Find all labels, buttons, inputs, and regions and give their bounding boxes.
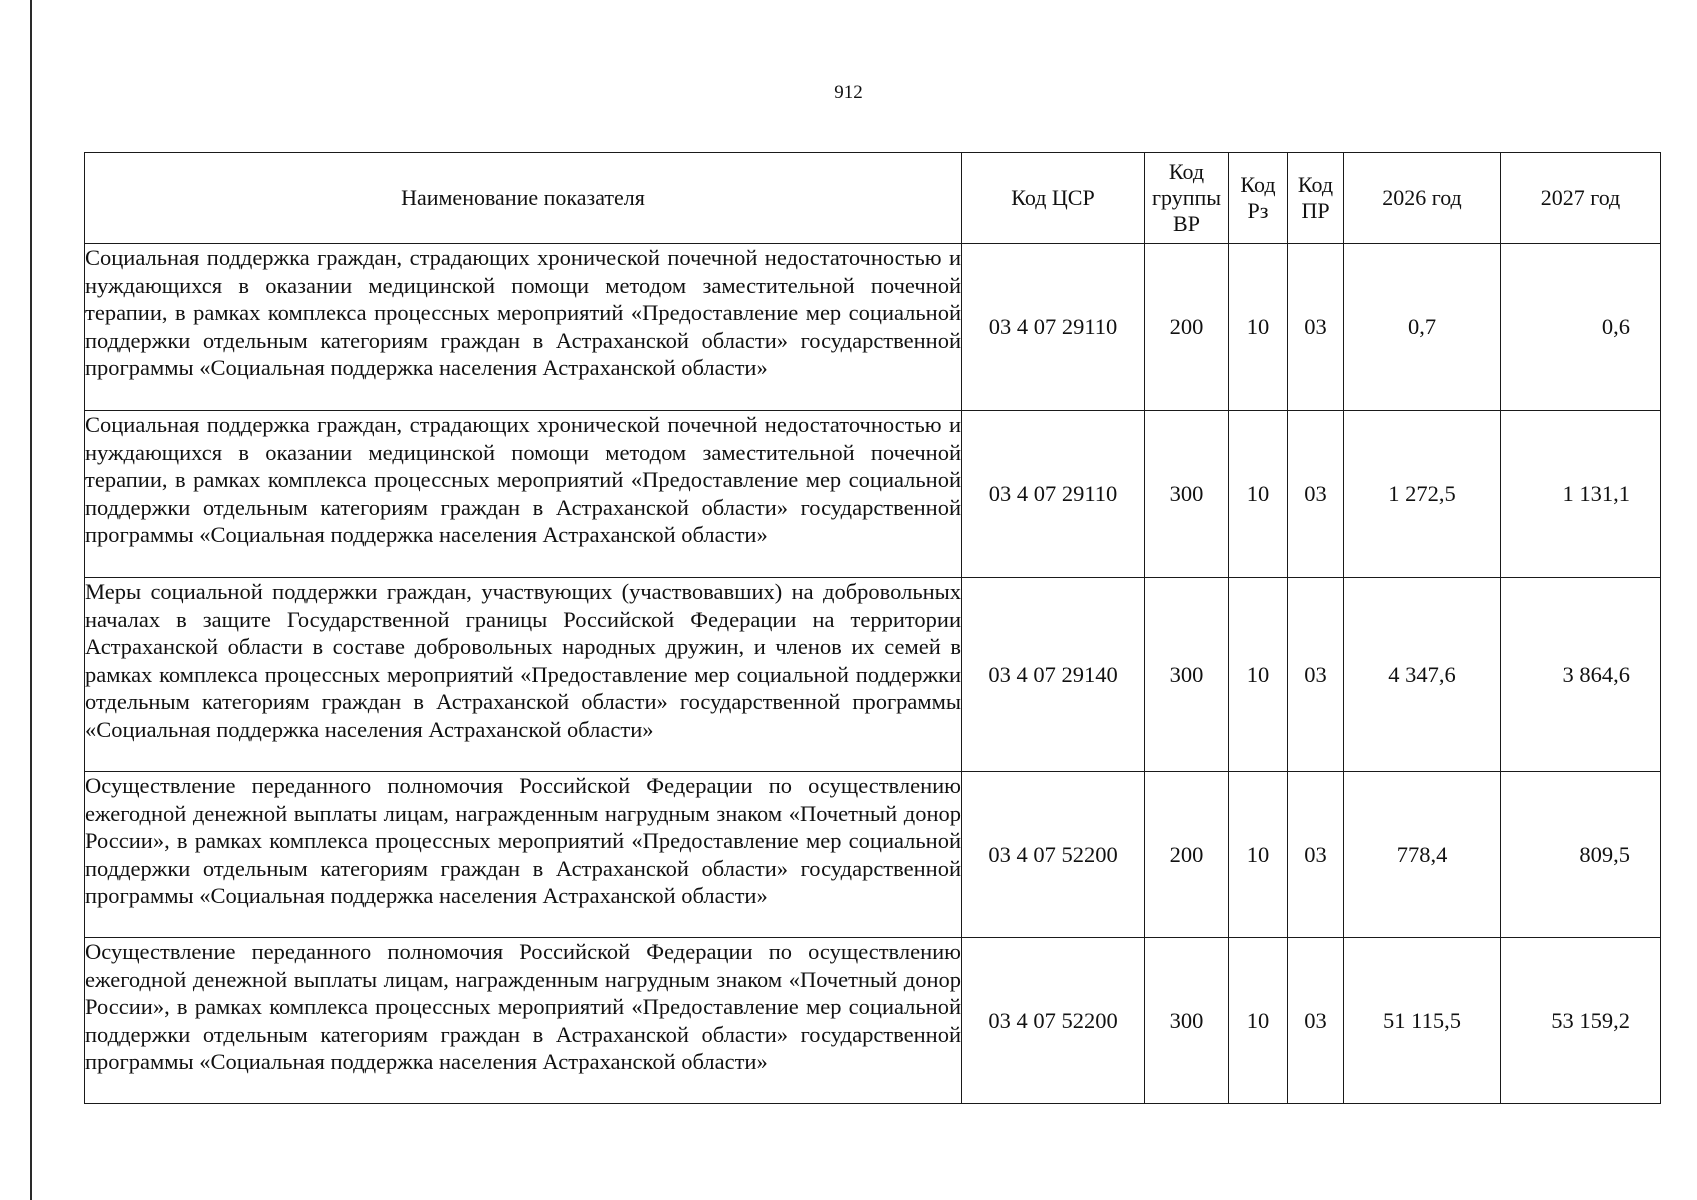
row-csr-cell: 03 4 07 29110 bbox=[962, 244, 1145, 411]
row-vr-cell: 200 bbox=[1145, 772, 1229, 938]
row-rz-cell: 10 bbox=[1229, 244, 1288, 411]
scan-edge-line bbox=[30, 0, 32, 1200]
row-rz-cell: 10 bbox=[1229, 772, 1288, 938]
row-2026-cell: 778,4 bbox=[1344, 772, 1501, 938]
header-pr: Код ПР bbox=[1288, 153, 1344, 244]
row-2027-cell: 3 864,6 bbox=[1501, 578, 1661, 772]
row-csr-cell: 03 4 07 29110 bbox=[962, 411, 1145, 578]
row-vr-cell: 300 bbox=[1145, 411, 1229, 578]
header-rz: Код Рз bbox=[1229, 153, 1288, 244]
header-2027: 2027 год bbox=[1501, 153, 1661, 244]
row-pr-cell: 03 bbox=[1288, 244, 1344, 411]
header-2026: 2026 год bbox=[1344, 153, 1501, 244]
row-rz-cell: 10 bbox=[1229, 938, 1288, 1104]
table-row bbox=[85, 411, 1661, 578]
page-number: 912 bbox=[834, 82, 863, 103]
header-csr: Код ЦСР bbox=[962, 153, 1145, 244]
table-row bbox=[85, 578, 1661, 772]
row-vr-cell: 300 bbox=[1145, 578, 1229, 772]
row-2026-cell: 1 272,5 bbox=[1344, 411, 1501, 578]
row-rz-cell: 10 bbox=[1229, 411, 1288, 578]
row-pr-cell: 03 bbox=[1288, 578, 1344, 772]
row-rz-cell: 10 bbox=[1229, 578, 1288, 772]
table-row bbox=[85, 938, 1661, 1104]
row-2026-cell: 4 347,6 bbox=[1344, 578, 1501, 772]
table-row bbox=[85, 772, 1661, 938]
row-pr-cell: 03 bbox=[1288, 772, 1344, 938]
row-2027-cell: 1 131,1 bbox=[1501, 411, 1661, 578]
row-2027-cell: 0,6 bbox=[1501, 244, 1661, 411]
row-name-cell: Осуществление переданного полномочия Российской Федерации по осуществлению ежегодной денежной выплаты лицам, награжденным нагрудным знаком «Почетный донор России», в рамках комплекса процессных мероприятий «Предоставление мер социальной поддержки отдельным категориям граждан в Астраханской области» государственной программы «Социальная поддержка населения Астраханской области» bbox=[85, 772, 962, 938]
header-name: Наименование показателя bbox=[85, 153, 962, 244]
row-2026-cell: 51 115,5 bbox=[1344, 938, 1501, 1104]
table-header-row bbox=[85, 153, 1661, 244]
budget-table bbox=[84, 152, 1661, 1104]
row-csr-cell: 03 4 07 52200 bbox=[962, 938, 1145, 1104]
row-vr-cell: 300 bbox=[1145, 938, 1229, 1104]
row-name-cell: Социальная поддержка граждан, страдающих хронической почечной недостаточностью и нуждающихся в оказании медицинской помощи методом заместительной почечной терапии, в рамках комплекса процессных мероприятий «Предоставление мер социальной поддержки отдельным категориям граждан в Астраханской области» государственной программы «Социальная поддержка населения Астраханской области» bbox=[85, 411, 962, 578]
row-csr-cell: 03 4 07 52200 bbox=[962, 772, 1145, 938]
row-2027-cell: 53 159,2 bbox=[1501, 938, 1661, 1104]
table-row bbox=[85, 244, 1661, 411]
row-pr-cell: 03 bbox=[1288, 411, 1344, 578]
row-vr-cell: 200 bbox=[1145, 244, 1229, 411]
row-2026-cell: 0,7 bbox=[1344, 244, 1501, 411]
row-name-cell: Осуществление переданного полномочия Российской Федерации по осуществлению ежегодной денежной выплаты лицам, награжденным нагрудным знаком «Почетный донор России», в рамках комплекса процессных мероприятий «Предоставление мер социальной поддержки отдельным категориям граждан в Астраханской области» государственной программы «Социальная поддержка населения Астраханской области» bbox=[85, 938, 962, 1104]
row-2027-cell: 809,5 bbox=[1501, 772, 1661, 938]
row-name-cell: Меры социальной поддержки граждан, участвующих (участвовавших) на добровольных началах в защите Государственной границы Российской Федерации на территории Астраханской области в составе добровольных народных дружин, и членов их семей в рамках комплекса процессных мероприятий «Предоставление мер социальной поддержки отдельным категориям граждан в Астраханской области» государственной программы «Социальная поддержка населения Астраханской области» bbox=[85, 578, 962, 772]
row-csr-cell: 03 4 07 29140 bbox=[962, 578, 1145, 772]
row-name-cell: Социальная поддержка граждан, страдающих хронической почечной недостаточностью и нуждающихся в оказании медицинской помощи методом заместительной почечной терапии, в рамках комплекса процессных мероприятий «Предоставление мер социальной поддержки отдельным категориям граждан в Астраханской области» государственной программы «Социальная поддержка населения Астраханской области» bbox=[85, 244, 962, 411]
row-pr-cell: 03 bbox=[1288, 938, 1344, 1104]
header-vr: Код группы ВР bbox=[1145, 153, 1229, 244]
